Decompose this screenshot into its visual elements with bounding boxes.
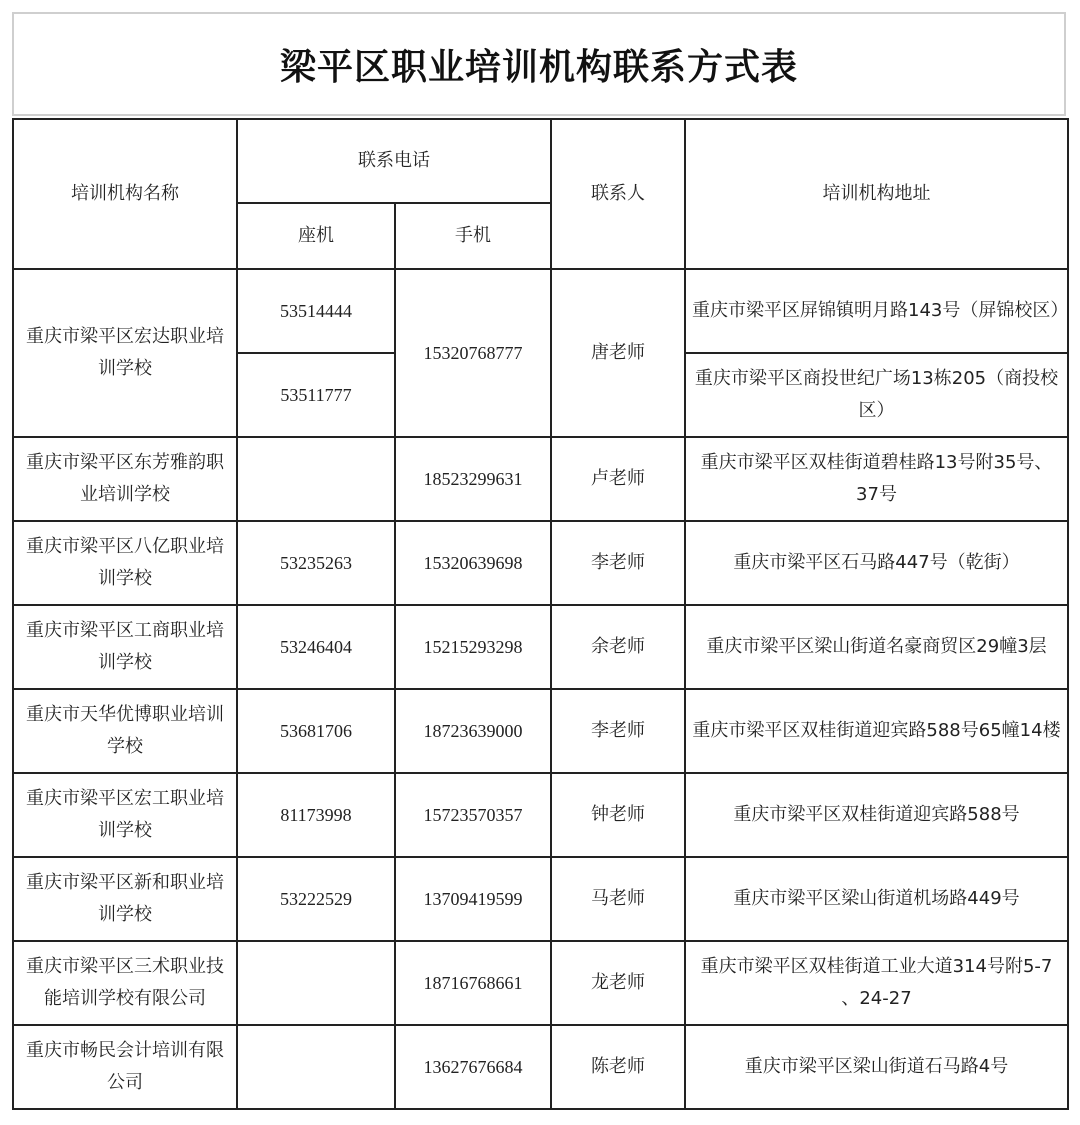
- address: 重庆市梁平区梁山街道石马路4号: [685, 1025, 1068, 1109]
- page-title: 梁平区职业培训机构联系方式表: [279, 46, 798, 88]
- table-row: [13, 437, 1068, 521]
- landline: [237, 941, 395, 1025]
- address: 重庆市梁平区双桂街道工业大道314号附5-7 、24-27: [685, 941, 1068, 1025]
- address: 重庆市梁平区商投世纪广场13栋205（商投校区）: [685, 353, 1068, 437]
- contact-person: 龙老师: [551, 941, 685, 1025]
- mobile: 13709419599: [395, 857, 551, 941]
- mobile: 18723639000: [395, 689, 551, 773]
- header-landline: 座机: [237, 203, 395, 269]
- landline: 53514444: [237, 269, 395, 353]
- mobile: 18716768661: [395, 941, 551, 1025]
- address: 重庆市梁平区屏锦镇明月路143号（屏锦校区）: [685, 269, 1068, 353]
- landline: 53235263: [237, 521, 395, 605]
- mobile: 15320768777: [395, 269, 551, 437]
- mobile: 18523299631: [395, 437, 551, 521]
- contact-person: 李老师: [551, 521, 685, 605]
- landline: 81173998: [237, 773, 395, 857]
- header-phone-group: 联系电话: [237, 119, 551, 203]
- contact-person: 李老师: [551, 689, 685, 773]
- org-name: 重庆市梁平区东芳雅韵职业培训学校: [13, 437, 237, 521]
- address: 重庆市梁平区双桂街道迎宾路588号: [685, 773, 1068, 857]
- landline: 53222529: [237, 857, 395, 941]
- header-mobile: 手机: [395, 203, 551, 269]
- contacts-table: [12, 118, 1069, 1110]
- table-row: [13, 1025, 1068, 1109]
- address: 重庆市梁平区双桂街道迎宾路588号65幢14楼: [685, 689, 1068, 773]
- org-name: 重庆市梁平区宏工职业培训学校: [13, 773, 237, 857]
- org-name: 重庆市梁平区工商职业培训学校: [13, 605, 237, 689]
- org-name: 重庆市梁平区三术职业技能培训学校有限公司: [13, 941, 237, 1025]
- contact-person: 陈老师: [551, 1025, 685, 1109]
- header-address: 培训机构地址: [685, 119, 1068, 269]
- address: 重庆市梁平区梁山街道机场路449号: [685, 857, 1068, 941]
- header-contact: 联系人: [551, 119, 685, 269]
- address: 重庆市梁平区石马路447号（乾街）: [685, 521, 1068, 605]
- header-name: 培训机构名称: [13, 119, 237, 269]
- landline: 53246404: [237, 605, 395, 689]
- landline: 53681706: [237, 689, 395, 773]
- mobile: 13627676684: [395, 1025, 551, 1109]
- org-name: 重庆市畅民会计培训有限公司: [13, 1025, 237, 1109]
- mobile: 15215293298: [395, 605, 551, 689]
- address: 重庆市梁平区双桂街道碧桂路13号附35号、37号: [685, 437, 1068, 521]
- table-row: [13, 773, 1068, 857]
- org-name: 重庆市梁平区八亿职业培训学校: [13, 521, 237, 605]
- table-row: [13, 941, 1068, 1025]
- table-row: [13, 521, 1068, 605]
- mobile: 15320639698: [395, 521, 551, 605]
- contact-person: 唐老师: [551, 269, 685, 437]
- address: 重庆市梁平区梁山街道名豪商贸区29幢3层: [685, 605, 1068, 689]
- header-row-1: [13, 119, 1068, 203]
- mobile: 15723570357: [395, 773, 551, 857]
- contact-person: 余老师: [551, 605, 685, 689]
- landline: [237, 1025, 395, 1109]
- contact-person: 钟老师: [551, 773, 685, 857]
- table-row: [13, 857, 1068, 941]
- org-name: 重庆市梁平区宏达职业培训学校: [13, 269, 237, 437]
- landline: [237, 437, 395, 521]
- contact-person: 卢老师: [551, 437, 685, 521]
- org-name: 重庆市梁平区新和职业培训学校: [13, 857, 237, 941]
- org-name: 重庆市天华优博职业培训学校: [13, 689, 237, 773]
- landline: 53511777: [237, 353, 395, 437]
- table-row: [13, 269, 1068, 353]
- title-box: [12, 12, 1066, 116]
- table-row: [13, 689, 1068, 773]
- contact-person: 马老师: [551, 857, 685, 941]
- table-row: [13, 605, 1068, 689]
